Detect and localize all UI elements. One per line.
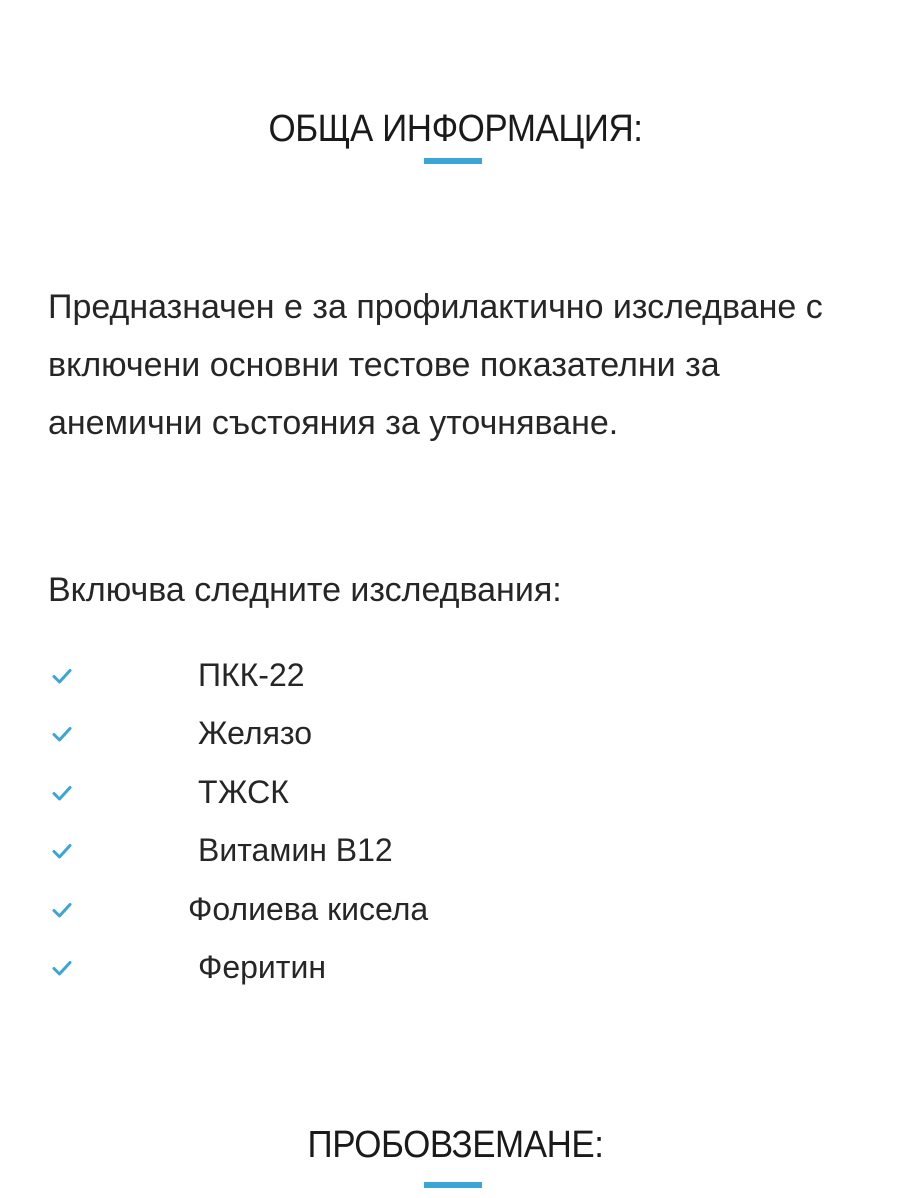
check-icon: [50, 956, 74, 980]
list-item: [0, 765, 911, 823]
tests-list: [0, 648, 911, 998]
test-label: Фолиева кисела: [188, 890, 429, 927]
sampling-title: ПРОБОВЗЕМАНЕ:: [307, 1123, 604, 1166]
general-info-title: ОБЩА ИНФОРМАЦИЯ:: [268, 107, 643, 150]
test-label: Витамин B12: [198, 832, 393, 869]
list-item: [0, 940, 911, 998]
check-icon: [50, 722, 74, 746]
check-icon: [50, 664, 74, 688]
list-item: [0, 823, 911, 881]
list-item: [0, 706, 911, 764]
check-icon: [50, 898, 74, 922]
test-label: ТЖСК: [198, 773, 289, 810]
test-label: Желязо: [198, 715, 312, 752]
description-text: Предназначен е за профилактично изследване с включени основни тестове показателни за анемични състояния за уточняване.: [48, 288, 823, 442]
list-item: [0, 648, 911, 706]
list-item: [0, 882, 911, 940]
includes-heading: Включва следните изследвания:: [48, 571, 562, 609]
test-label: ПКК-22: [198, 657, 305, 693]
check-icon: [50, 781, 74, 805]
check-icon: [50, 839, 74, 863]
title-accent-divider: [424, 158, 482, 164]
title-accent-divider: [424, 1182, 482, 1188]
test-label: Феритин: [198, 948, 326, 985]
